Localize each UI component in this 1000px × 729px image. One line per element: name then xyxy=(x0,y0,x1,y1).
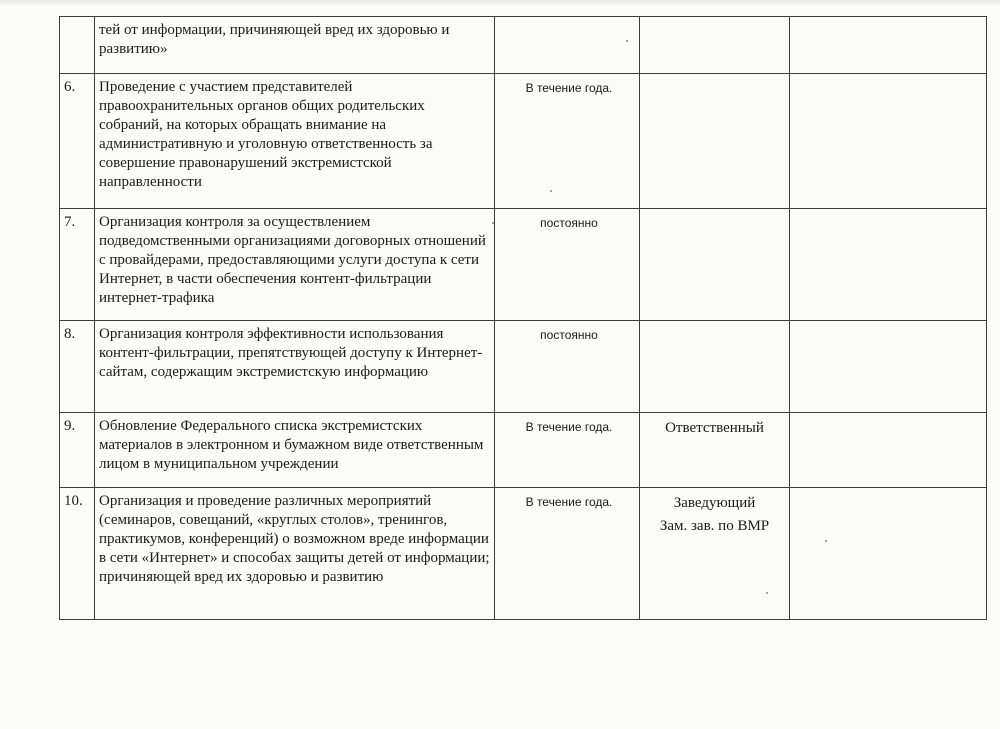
event-description-cell xyxy=(95,74,495,209)
note-cell xyxy=(790,74,987,209)
row-number-cell xyxy=(60,488,95,620)
scan-speck xyxy=(492,222,494,224)
term-cell xyxy=(495,209,640,321)
event-description-cell xyxy=(95,209,495,321)
row-number: 8. xyxy=(64,326,76,342)
scan-speck xyxy=(825,540,827,542)
table-row xyxy=(60,209,987,321)
row-number-cell xyxy=(60,74,95,209)
note-cell xyxy=(790,488,987,620)
event-description-cell xyxy=(95,413,495,488)
responsible-person: Ответственный xyxy=(665,420,764,436)
responsible-list xyxy=(640,74,789,78)
event-term: В течение года. xyxy=(525,420,613,434)
responsible-cell xyxy=(640,74,790,209)
event-description: Организация контроля эффективности использования контент-фильтрации, препятствующей доступу к Интернет-сайтам, содержащим экстремистскую информацию xyxy=(99,326,483,380)
responsible-cell xyxy=(640,209,790,321)
responsible-list xyxy=(640,321,789,325)
event-description-cell xyxy=(95,321,495,413)
note-cell xyxy=(790,413,987,488)
responsible-cell xyxy=(640,17,790,74)
event-description: Обновление Федерального списка экстремистских материалов в электронном и бумажном виде ответственным лицом в муниципальном учреждении xyxy=(99,418,484,472)
responsible-list xyxy=(640,17,789,21)
event-description: тей от информации, причиняющей вред их здоровью и развитию» xyxy=(99,22,450,57)
row-number-cell xyxy=(60,17,95,74)
responsible-list xyxy=(640,209,789,213)
responsible-list xyxy=(640,488,789,538)
event-term: В течение года. xyxy=(525,81,613,95)
table-row xyxy=(60,488,987,620)
note-cell xyxy=(790,321,987,413)
note-cell xyxy=(790,17,987,74)
row-number: 7. xyxy=(64,214,76,230)
table-row xyxy=(60,413,987,488)
row-number: 10. xyxy=(64,493,83,509)
event-description: Организация и проведение различных мероприятий (семинаров, совещаний, «круглых столов», тренингов, практикумов, конференций) о возможном вреде информации в сети «Интернет» и способах защиты детей от информации; причиняющей вред их здоровью и развитию xyxy=(99,493,490,585)
responsible-list xyxy=(640,413,789,440)
responsible-person: Заведующий xyxy=(673,495,756,511)
event-description-cell xyxy=(95,17,495,74)
event-term: В течение года. xyxy=(525,495,613,509)
row-number: 6. xyxy=(64,79,76,95)
scan-speck xyxy=(550,190,552,192)
events-plan-table xyxy=(59,16,987,620)
row-number-cell xyxy=(60,209,95,321)
event-term: постоянно xyxy=(540,216,598,230)
scan-speck xyxy=(766,592,768,594)
row-number xyxy=(60,17,94,21)
event-description-cell xyxy=(95,488,495,620)
scan-edge-shadow xyxy=(0,0,1000,6)
row-number: 9. xyxy=(64,418,76,434)
table-row xyxy=(60,74,987,209)
term-cell xyxy=(495,488,640,620)
scan-speck xyxy=(626,40,628,42)
responsible-cell xyxy=(640,321,790,413)
table-row xyxy=(60,321,987,413)
row-number-cell xyxy=(60,321,95,413)
event-term: постоянно xyxy=(540,328,598,342)
table-row xyxy=(60,17,987,74)
event-term xyxy=(495,17,639,23)
event-description: Проведение с участием представителей правоохранительных органов общих родительских собраний, на которых обращать внимание на административную и уголовную ответственность за совершение правонарушений экстремистской направленности xyxy=(99,79,433,190)
responsible-cell xyxy=(640,413,790,488)
term-cell xyxy=(495,321,640,413)
event-description: Организация контроля за осуществлением подведомственными организациями договорных отношений с провайдерами, предоставляющими услуги доступа к сети Интернет, в части обеспечения контент-фильтрации интернет-трафика xyxy=(99,214,486,306)
term-cell xyxy=(495,413,640,488)
responsible-person: Зам. зав. по ВМР xyxy=(659,518,770,534)
note-cell xyxy=(790,209,987,321)
responsible-cell xyxy=(640,488,790,620)
row-number-cell xyxy=(60,413,95,488)
term-cell xyxy=(495,74,640,209)
term-cell xyxy=(495,17,640,74)
